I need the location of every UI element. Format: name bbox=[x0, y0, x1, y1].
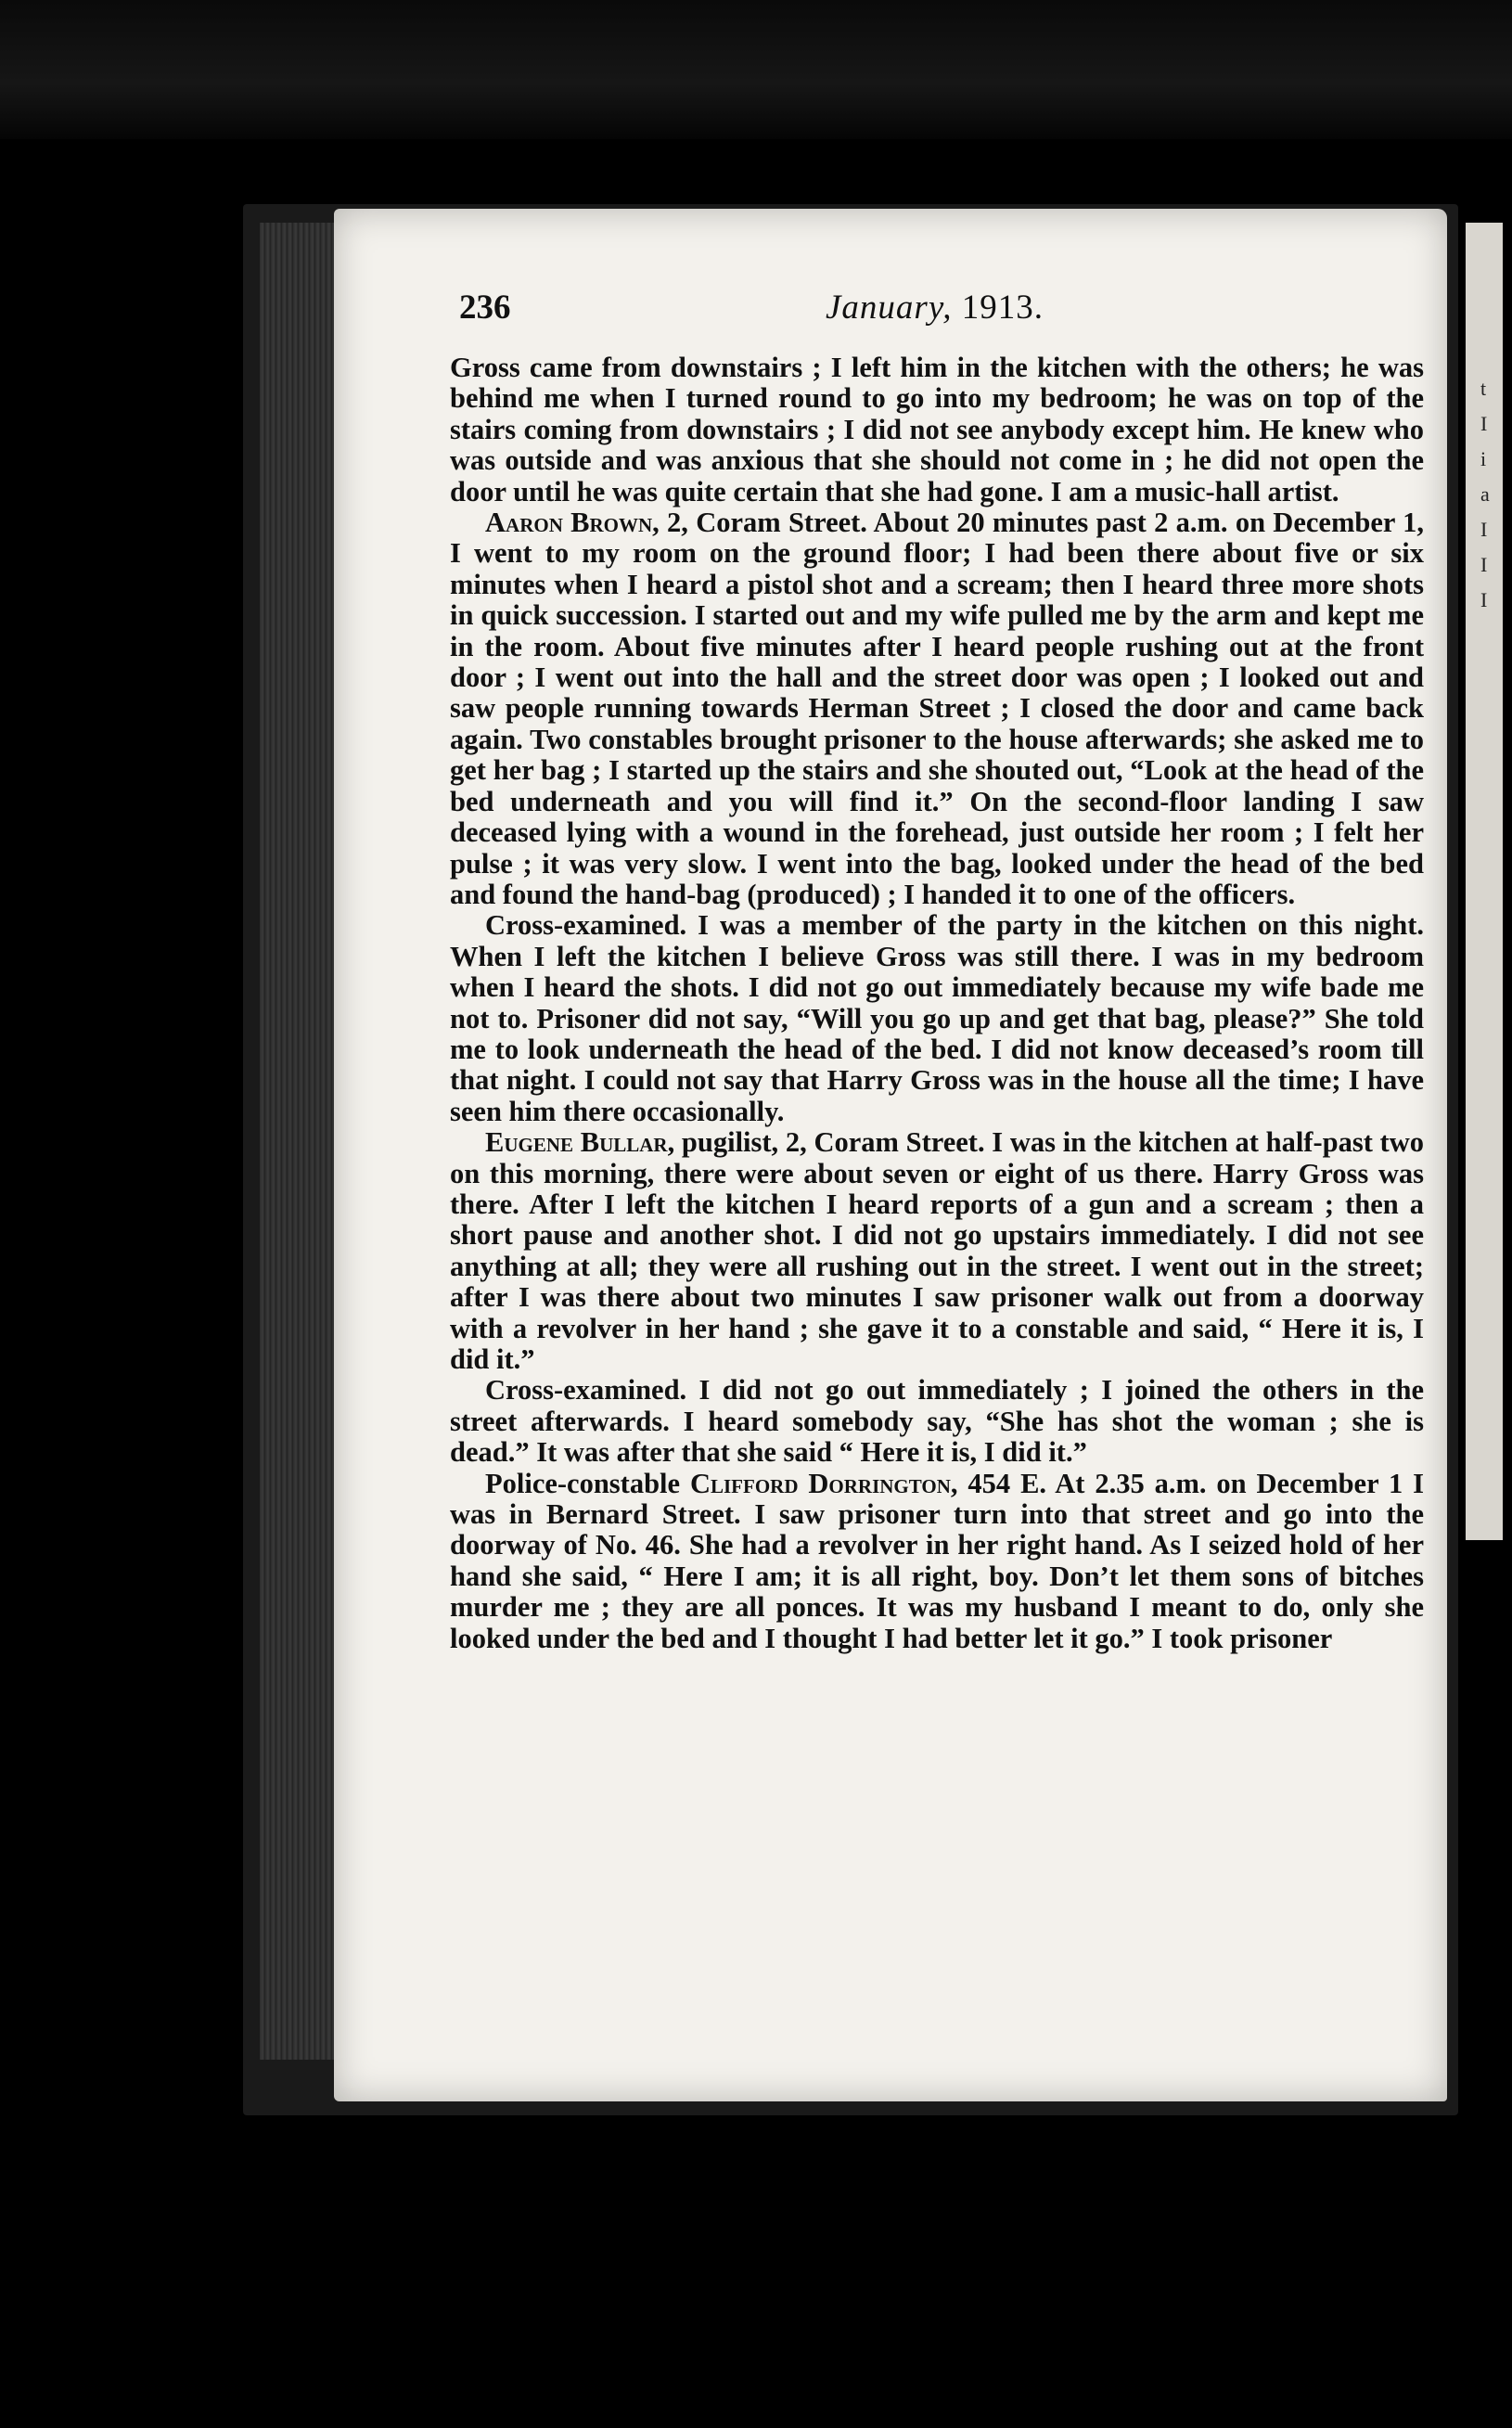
paragraph-text: Cross-examined. I did not go out immediately ; I joined the others in the street afterwards. I heard somebody say, “She has shot the woman ; she is dead.” It was after that she said “ Here it is, I did it.” bbox=[450, 1374, 1424, 1469]
paragraph-text: 2, Coram Street. About 20 minutes past 2 a.m. on December 1, I went to my room on the ground floor; I had been there about five or six minutes when I heard a pistol shot and a scream; then I heard three more shots in quick succession. I started out and my wife pulled me by the arm and kept me in the room. About five minutes after I heard people rushing out at the front door ; I went out into the hall and the street door was open ; I looked out and saw people running towards Herman Street ; I closed the door and came back again. Two constables brought prisoner to the house afterwards; she asked me to get her bag ; I started up the stairs and she shouted out, “Look at the head of the bed underneath and you will find it.” On the second-floor landing I saw deceased lying with a wound in the forehead, just outside her room ; I felt her pulse ; it was very slow. I went into the bag, looked under the head of the bed and found the hand-bag (produced) ; I handed it to one of the officers. bbox=[450, 507, 1424, 910]
paragraph bbox=[450, 507, 1424, 910]
paragraph bbox=[450, 1375, 1424, 1468]
body-text bbox=[450, 353, 1424, 1654]
page-number: 236 bbox=[459, 289, 511, 327]
paragraph-text: 454 E. At 2.35 a.m. on December 1 I was in Bernard Street. I saw prisoner turn into that street and go into the doorway of No. 46. She had a revolver in her right hand. As I seized hold of her hand she said, “ Here I am; it is all right, boy. Don’t let them sons of bitches murder me ; they are all ponces. It was my husband I meant to do, only she looked under the bed and I thought I had better let it go.” I took prisoner bbox=[450, 1467, 1424, 1654]
paragraph bbox=[450, 910, 1424, 1127]
paragraph bbox=[450, 353, 1424, 507]
page-header bbox=[459, 288, 1294, 343]
paragraph bbox=[450, 1127, 1424, 1375]
facing-letter: I bbox=[1480, 588, 1488, 611]
facing-letter: I bbox=[1480, 553, 1488, 576]
facing-letter: I bbox=[1480, 518, 1488, 541]
running-head-month: January, bbox=[826, 289, 953, 327]
paragraph-text: pugilist, 2, Coram Street. I was in the kitchen at half-past two on this morning, there were about seven or eight of us there. Harry Gross was there. After I left the kitchen I heard reports of a gun and a scream ; then a short pause and another shot. I did not go upstairs immediately. I did not see anything at all; they were all rushing out in the street. I went out in the street; after I was there about two minutes I saw prisoner walk out from a doorway with a revolver in her hand ; she gave it to a constable and said, “ Here it is, I did it.” bbox=[450, 1126, 1424, 1375]
facing-letter: t bbox=[1480, 377, 1487, 400]
witness-name: Eugene Bullar, bbox=[485, 1126, 675, 1159]
facing-page-letters bbox=[1480, 371, 1499, 618]
paragraph-text: Gross came from downstairs ; I left him in the kitchen with the others; he was behind me when I turned round to go into my bedroom; he was on top of the stairs coming from downstairs ; I did not see anybody except him. He knew who was outside and was anxious that she should not come in ; he did not open the door until he was quite certain that she had gone. I am a music-hall artist. bbox=[450, 352, 1424, 507]
paragraph-text: Cross-examined. I was a member of the party in the kitchen on this night. When I left the kitchen I believe Gross was still there. I was in my bedroom when I heard the shots. I did not go out immediately because my wife bade me not to. Prisoner did not say, “Will you go up and get that bag, please?” She told me to look underneath the head of the bed. I did not know deceased’s room till that night. I could not say that Harry Gross was in the house all the time; I have seen him there occasionally. bbox=[450, 909, 1424, 1127]
paragraph bbox=[450, 1469, 1424, 1654]
scan-background-strip bbox=[0, 0, 1512, 139]
witness-title: Police-constable bbox=[485, 1467, 690, 1499]
witness-name: Aaron Brown, bbox=[485, 507, 660, 539]
facing-letter: i bbox=[1480, 447, 1487, 470]
running-head bbox=[826, 288, 1044, 328]
document-page bbox=[334, 209, 1447, 2101]
running-head-year: 1913. bbox=[961, 289, 1044, 327]
facing-letter: I bbox=[1480, 412, 1488, 435]
witness-name: Clifford Dorrington, bbox=[689, 1467, 958, 1499]
page-stack-edge bbox=[260, 223, 343, 2060]
facing-letter: a bbox=[1480, 482, 1490, 506]
